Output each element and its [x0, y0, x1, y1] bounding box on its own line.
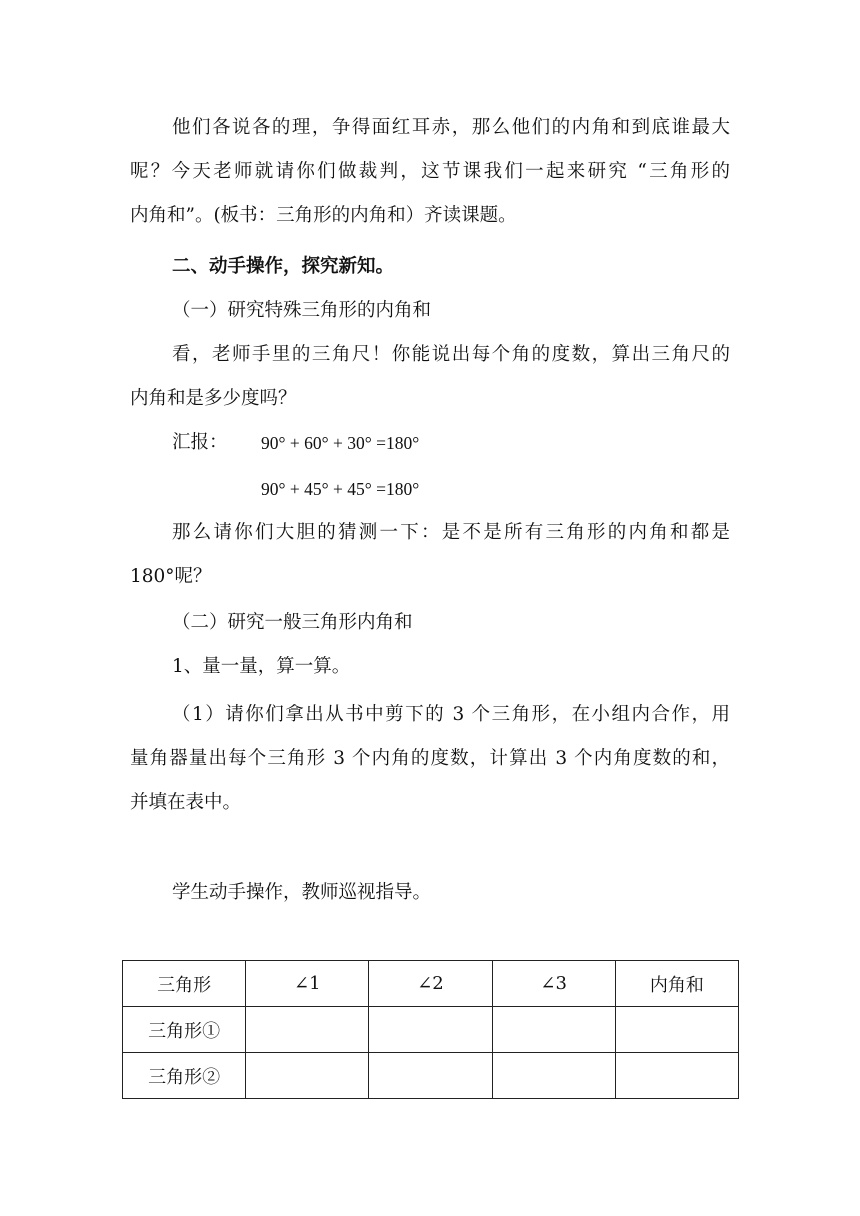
- row-label-cell: 三角形①: [123, 1007, 246, 1053]
- calculation-row: 90° + 45° + 45° =180°: [261, 479, 420, 499]
- paragraph-line: 他们各说各的理，争得面红耳赤，那么他们的内角和到底谁最大: [172, 117, 730, 138]
- header-cell-angle-sum: 内角和: [615, 961, 738, 1007]
- paragraph-line: 看，老师手里的三角尺！你能说出每个角的度数，算出三角尺的: [172, 344, 730, 365]
- table-cell: [369, 1053, 492, 1099]
- table-cell: [492, 1007, 615, 1053]
- table-cell: [369, 1007, 492, 1053]
- table-cell: [246, 1053, 369, 1099]
- paragraph-line: 180°呢？: [130, 566, 212, 587]
- subsection-heading: （一）研究特殊三角形的内角和: [172, 300, 432, 321]
- angle-sum-table: [122, 960, 739, 1099]
- table-cell: [615, 1053, 738, 1099]
- paragraph-line: 量角器量出每个三角形 3 个内角的度数，计算出 3 个内角度数的和，: [130, 748, 730, 769]
- table-cell: [615, 1007, 738, 1053]
- step-heading: 1、量一量，算一算。: [172, 656, 351, 677]
- header-cell-angle-1: ∠1: [246, 961, 369, 1007]
- paragraph-line: 学生动手操作，教师巡视指导。: [172, 882, 432, 903]
- table-cell: [246, 1007, 369, 1053]
- table-cell: [492, 1053, 615, 1099]
- table-row: [123, 1053, 739, 1099]
- report-label: 汇报：: [172, 432, 228, 453]
- section-heading: 二、动手操作，探究新知。: [172, 256, 395, 277]
- paragraph-line: 那么请你们大胆的猜测一下：是不是所有三角形的内角和都是: [172, 522, 730, 543]
- calculation-row: 90° + 60° + 30° =180°: [261, 433, 420, 453]
- row-label-cell: 三角形②: [123, 1053, 246, 1099]
- paragraph-line: 内角和是多少度吗？: [130, 388, 297, 409]
- paragraph-line: （1）请你们拿出从书中剪下的 3 个三角形，在小组内合作，用: [172, 704, 730, 725]
- header-cell-triangle: 三角形: [123, 961, 246, 1007]
- paragraph-line: 并填在表中。: [130, 792, 242, 813]
- table-header-row: [123, 961, 739, 1007]
- paragraph-line: 内角和”。(板书：三角形的内角和）齐读课题。: [130, 205, 517, 226]
- header-cell-angle-2: ∠2: [369, 961, 492, 1007]
- table-row: [123, 1007, 739, 1053]
- subsection-heading: （二）研究一般三角形内角和: [172, 612, 413, 633]
- header-cell-angle-3: ∠3: [492, 961, 615, 1007]
- paragraph-line: 呢？今天老师就请你们做裁判，这节课我们一起来研究 “三角形的: [130, 161, 730, 182]
